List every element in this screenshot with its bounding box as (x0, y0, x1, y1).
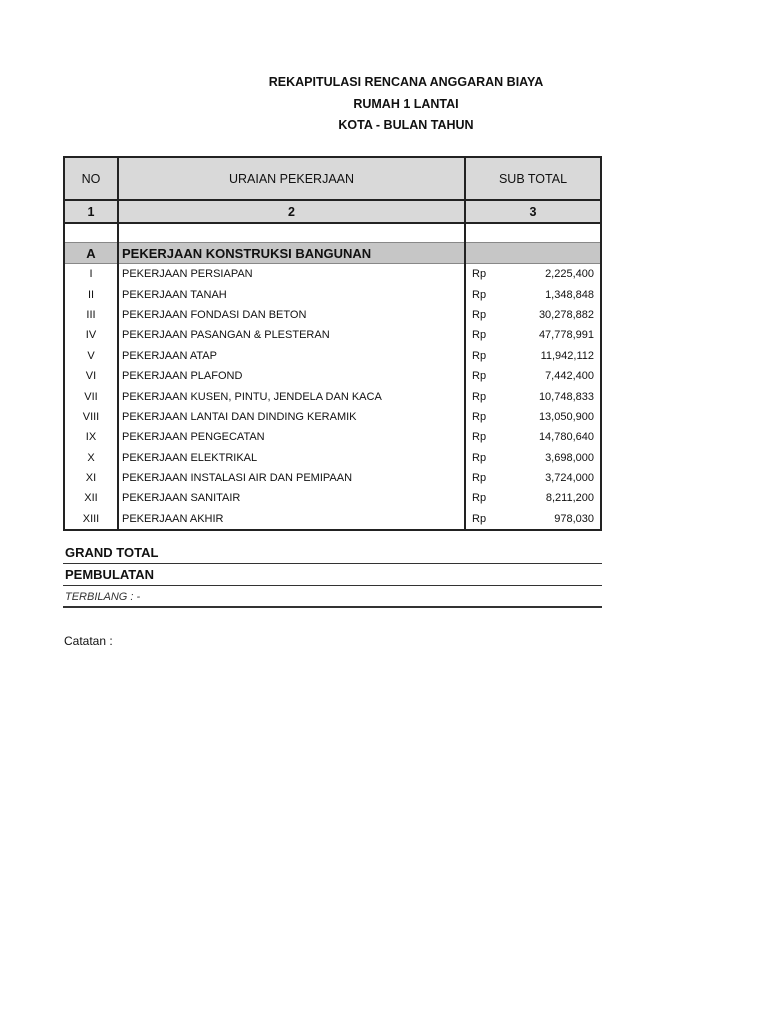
row-code: V (64, 346, 118, 366)
row-code: VIII (64, 407, 118, 427)
row-subtotal (465, 325, 601, 345)
table-row (64, 448, 601, 468)
terbilang-label: TERBILANG : - (65, 591, 141, 603)
subtotal-value: 11,942,112 (540, 349, 594, 362)
subtotal-value: 47,778,991 (538, 329, 594, 342)
currency-label: Rp (472, 390, 487, 403)
column-number-row (64, 200, 601, 223)
row-code: XI (64, 468, 118, 488)
row-code: X (64, 448, 118, 468)
column-number-2: 2 (118, 200, 465, 223)
row-label: PEKERJAAN ATAP (118, 346, 465, 366)
subtotal-value: 1,348,848 (545, 288, 594, 301)
document-location-date: KOTA - BULAN TAHUN (338, 118, 474, 132)
row-subtotal (465, 305, 601, 325)
header-subtotal: SUB TOTAL (465, 157, 601, 200)
subtotal-value: 3,724,000 (545, 472, 594, 485)
row-label: PEKERJAAN PASANGAN & PLESTERAN (118, 325, 465, 345)
table-row (64, 264, 601, 285)
currency-label: Rp (472, 451, 487, 464)
row-code: IX (64, 427, 118, 447)
currency-label: Rp (472, 288, 487, 301)
section-subtotal-cell (465, 243, 601, 264)
currency-label: Rp (472, 492, 487, 505)
row-subtotal (465, 509, 601, 530)
table-row (64, 407, 601, 427)
item-rows (64, 264, 601, 531)
row-subtotal (465, 488, 601, 508)
row-subtotal (465, 468, 601, 488)
row-label: PEKERJAAN PERSIAPAN (118, 264, 465, 285)
table-row (64, 325, 601, 345)
section-code: A (64, 243, 118, 264)
grand-total-row (63, 542, 602, 564)
subtotal-value: 14,780,640 (538, 431, 594, 444)
header-no: NO (64, 157, 118, 200)
subtotal-value: 978,030 (554, 512, 594, 525)
row-subtotal (465, 284, 601, 304)
row-label: PEKERJAAN TANAH (118, 284, 465, 304)
subtotal-value: 2,225,400 (545, 268, 594, 281)
row-label: PEKERJAAN SANITAIR (118, 488, 465, 508)
row-code: XII (64, 488, 118, 508)
row-label: PEKERJAAN LANTAI DAN DINDING KERAMIK (118, 407, 465, 427)
table-row (64, 509, 601, 530)
row-label: PEKERJAAN KUSEN, PINTU, JENDELA DAN KACA (118, 386, 465, 406)
subtotal-value: 7,442,400 (545, 370, 594, 383)
notes-label: Catatan : (64, 634, 113, 648)
document-title-block (0, 72, 768, 137)
currency-label: Rp (472, 308, 487, 321)
row-subtotal (465, 346, 601, 366)
row-label: PEKERJAAN ELEKTRIKAL (118, 448, 465, 468)
row-code: I (64, 264, 118, 285)
table-row (64, 366, 601, 386)
row-label: PEKERJAAN PENGECATAN (118, 427, 465, 447)
row-code: VII (64, 386, 118, 406)
table-row (64, 305, 601, 325)
subtotal-value: 30,278,882 (538, 308, 594, 321)
currency-label: Rp (472, 431, 487, 444)
terbilang-row (63, 586, 602, 608)
table-row (64, 386, 601, 406)
section-row (64, 243, 601, 264)
blank-row (64, 223, 601, 243)
rounding-label: PEMBULATAN (65, 567, 155, 582)
document-subtitle: RUMAH 1 LANTAI (353, 96, 459, 111)
row-subtotal (465, 448, 601, 468)
row-subtotal (465, 427, 601, 447)
row-subtotal (465, 407, 601, 427)
subtotal-value: 8,211,200 (545, 492, 594, 505)
column-number-1: 1 (64, 200, 118, 223)
row-label: PEKERJAAN AKHIR (118, 509, 465, 530)
row-label: PEKERJAAN FONDASI DAN BETON (118, 305, 465, 325)
currency-label: Rp (472, 370, 487, 383)
currency-label: Rp (472, 410, 487, 423)
budget-recap-table (63, 156, 602, 531)
column-number-3: 3 (465, 200, 601, 223)
table-header-row (64, 157, 601, 200)
currency-label: Rp (472, 268, 487, 281)
currency-label: Rp (472, 472, 487, 485)
row-code: VI (64, 366, 118, 386)
document-title: REKAPITULASI RENCANA ANGGARAN BIAYA (268, 75, 544, 89)
grand-total-label: GRAND TOTAL (65, 545, 159, 560)
currency-label: Rp (472, 512, 487, 525)
table-row (64, 488, 601, 508)
row-label: PEKERJAAN PLAFOND (118, 366, 465, 386)
subtotal-value: 3,698,000 (545, 451, 594, 464)
subtotal-value: 13,050,900 (538, 410, 594, 423)
row-subtotal (465, 386, 601, 406)
rounding-row (63, 564, 602, 586)
row-code: IV (64, 325, 118, 345)
row-code: III (64, 305, 118, 325)
section-label: PEKERJAAN KONSTRUKSI BANGUNAN (118, 243, 465, 264)
header-description: URAIAN PEKERJAAN (118, 157, 465, 200)
row-code: II (64, 284, 118, 304)
subtotal-value: 10,748,833 (538, 390, 594, 403)
row-code: XIII (64, 509, 118, 530)
row-subtotal (465, 264, 601, 285)
table-row (64, 346, 601, 366)
row-subtotal (465, 366, 601, 386)
currency-label: Rp (472, 329, 487, 342)
table-row (64, 427, 601, 447)
table-row (64, 284, 601, 304)
table-row (64, 468, 601, 488)
currency-label: Rp (472, 349, 487, 362)
row-label: PEKERJAAN INSTALASI AIR DAN PEMIPAAN (118, 468, 465, 488)
